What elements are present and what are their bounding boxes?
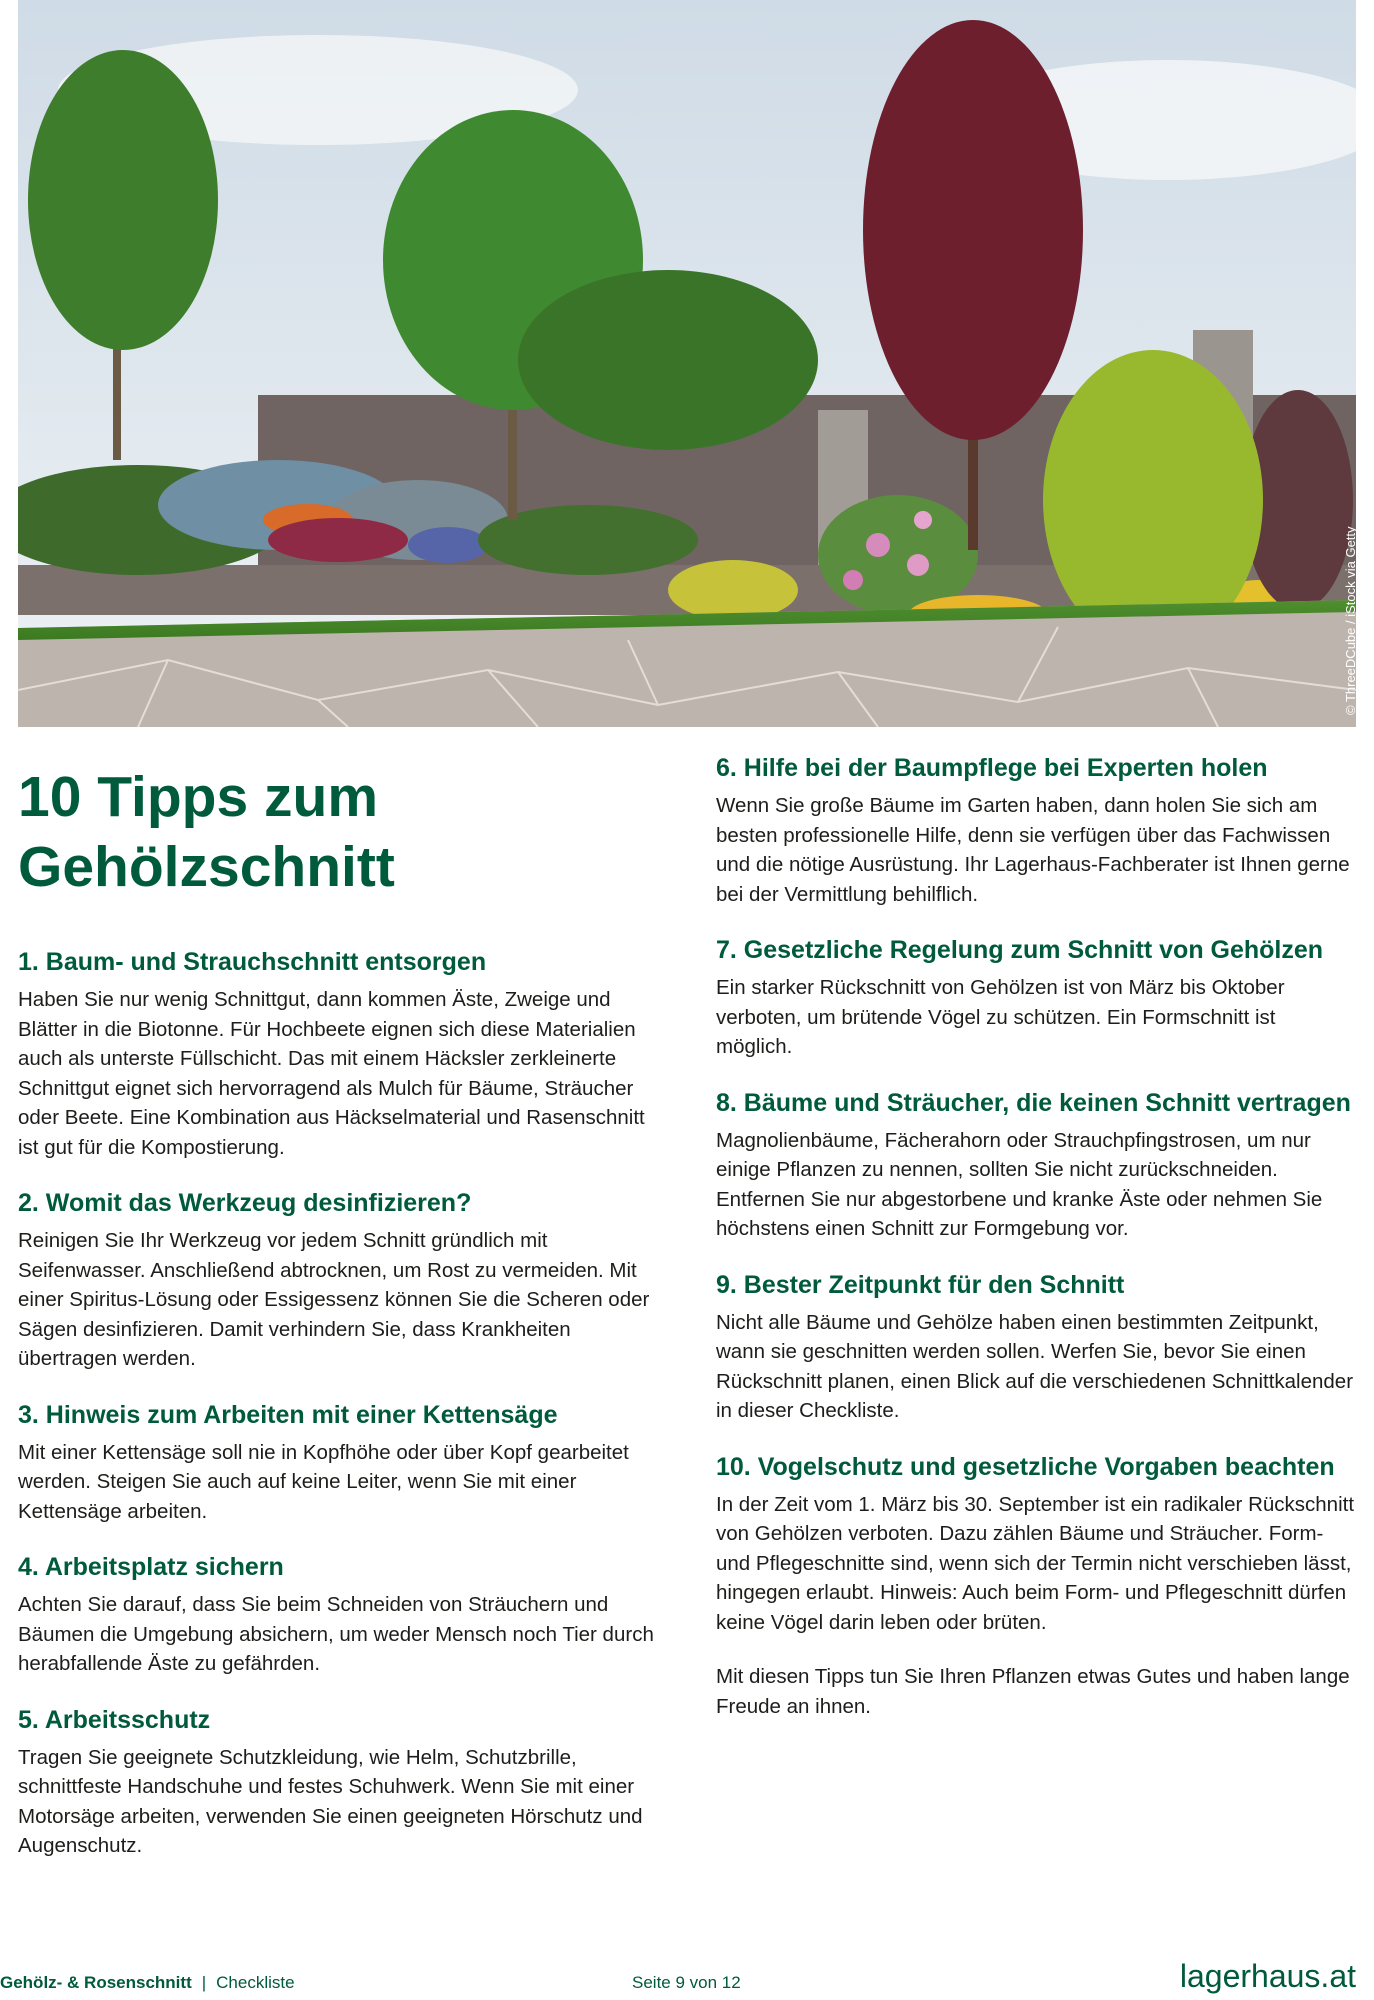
tip-heading: 3. Hinweis zum Arbeiten mit einer Kettensäge bbox=[18, 1400, 558, 1429]
tip-heading: 4. Arbeitsplatz sichern bbox=[18, 1553, 284, 1581]
tip-7 bbox=[716, 934, 1356, 1062]
tip-body: Tragen Sie geeignete Schutzkleidung, wie Helm, Schutzbrille, schnittfeste Handschuhe und festes Schuhwerk. Wenn Sie mit einer Motorsäge arbeiten, verwenden Sie einen geeigneten Hörschutz und Augenschutz. bbox=[18, 1745, 643, 1857]
tip-3 bbox=[18, 1399, 668, 1527]
tip-heading: 8. Bäume und Sträucher, die keinen Schnitt vertragen bbox=[716, 1088, 1351, 1117]
tip-body: Achten Sie darauf, dass Sie beim Schneiden von Sträuchern und Bäumen die Umgebung absichern, um weder Mensch noch Tier durch herabfallende Äste zu gefährden. bbox=[18, 1593, 654, 1675]
garden-photo bbox=[18, 0, 1356, 727]
tip-heading: 2. Womit das Werkzeug desinfizieren? bbox=[18, 1189, 472, 1217]
tip-body: In der Zeit vom 1. März bis 30. September ist ein radikaler Rückschnitt von Gehölzen verboten. Dazu zählen Bäume und Sträucher. Form- und Pflegeschnitte sind, wenn sich der Termin nicht verschieben lässt, hingegen erlaubt. Hinweis: Auch beim Form- und Pflegeschnitt dürfen keine Vögel darin leben oder brüten. bbox=[716, 1492, 1355, 1634]
page-number: Seite 9 von 12 bbox=[632, 1973, 741, 1992]
closing-text: Mit diesen Tipps tun Sie Ihren Pflanzen etwas Gutes und haben lange Freude an ihnen. bbox=[716, 1665, 1350, 1718]
tip-heading: 5. Arbeitsschutz bbox=[18, 1705, 211, 1734]
tip-8 bbox=[716, 1087, 1356, 1244]
tip-9 bbox=[716, 1269, 1356, 1426]
tip-body: Haben Sie nur wenig Schnittgut, dann kommen Äste, Zweige und Blätter in die Biotonne. Für Hochbeete eignen sich diese Materialien auch als unterste Füllschicht. Das mit einem Häcksler zerkleinerte Schnittgut eignet sich hervorragend als Mulch für Bäume, Sträucher oder Beete. Eine Kombination aus Häckselmaterial und Rasenschnitt ist gut für die Kompostierung. bbox=[18, 988, 645, 1159]
tip-heading: 6. Hilfe bei der Baumpflege bei Experten holen bbox=[716, 754, 1268, 782]
tip-2 bbox=[18, 1187, 668, 1374]
brand-link[interactable]: lagerhaus.at bbox=[1179, 1958, 1356, 1994]
footer-section bbox=[0, 1973, 295, 1993]
tip-heading: 10. Vogelschutz und gesetzliche Vorgaben beachten bbox=[716, 1452, 1335, 1481]
tip-body: Mit einer Kettensäge soll nie in Kopfhöhe oder über Kopf gearbeitet werden. Steigen Sie auch auf keine Leiter, wenn Sie mit einer Kettensäge arbeiten. bbox=[18, 1440, 629, 1523]
tip-body: Magnolienbäume, Fächerahorn oder Strauchpfingstrosen, um nur einige Pflanzen zu nennen, sollten Sie nicht zurückschneiden. Entfernen Sie nur abgestorbene und kranke Äste oder nehmen Sie höchstens einen Schnitt zur Formgebung vor. bbox=[716, 1128, 1323, 1240]
tip-1 bbox=[18, 946, 668, 1162]
page-title: 10 Tipps zum Gehölzschnitt bbox=[18, 765, 395, 899]
left-column bbox=[18, 752, 668, 1886]
footer-separator: | bbox=[201, 1973, 207, 1992]
footer-section-title: Gehölz- & Rosenschnitt bbox=[0, 1973, 192, 1992]
tip-10 bbox=[716, 1451, 1356, 1638]
tip-body: Ein starker Rückschnitt von Gehölzen ist von März bis Oktober verboten, um brütende Vögel zu schützen. Ein Formschnitt ist möglich. bbox=[716, 976, 1285, 1058]
tip-5 bbox=[18, 1704, 668, 1861]
tip-heading: 7. Gesetzliche Regelung zum Schnitt von Gehölzen bbox=[716, 936, 1324, 964]
tip-body: Nicht alle Bäume und Gehölze haben einen bestimmten Zeitpunkt, wann sie geschnitten werden sollen. Werfen Sie, bevor Sie einen Rückschnitt planen, einen Blick auf die verschiedenen Schnittkalender in dieser Checkliste. bbox=[716, 1310, 1354, 1422]
right-column bbox=[716, 752, 1356, 1721]
tip-body: Reinigen Sie Ihr Werkzeug vor jedem Schnitt gründlich mit Seifenwasser. Anschließend abtrocknen, um Rost zu vermeiden. Mit einer Spiritus-Lösung oder Essigessenz können Sie die Scheren oder Sägen desinfizieren. Damit verhindern Sie, dass Krankheiten übertragen werden. bbox=[18, 1229, 650, 1370]
tip-heading: 9. Bester Zeitpunkt für den Schnitt bbox=[716, 1270, 1125, 1299]
footer-doc-type: Checkliste bbox=[216, 1973, 295, 1992]
photo-credit: © ThreeDCube / iStock via Getty bbox=[1343, 526, 1358, 715]
tip-body: Wenn Sie große Bäume im Garten haben, dann holen Sie sich am besten professionelle Hilfe, denn sie verfügen über das Fachwissen und die nötige Ausrüstung. Ihr Lagerhaus-Fachberater ist Ihnen gerne bei der Vermittlung behilflich. bbox=[716, 794, 1350, 906]
tip-heading: 1. Baum- und Strauchschnitt entsorgen bbox=[18, 948, 487, 976]
tip-6 bbox=[716, 752, 1356, 909]
tip-4 bbox=[18, 1551, 668, 1679]
